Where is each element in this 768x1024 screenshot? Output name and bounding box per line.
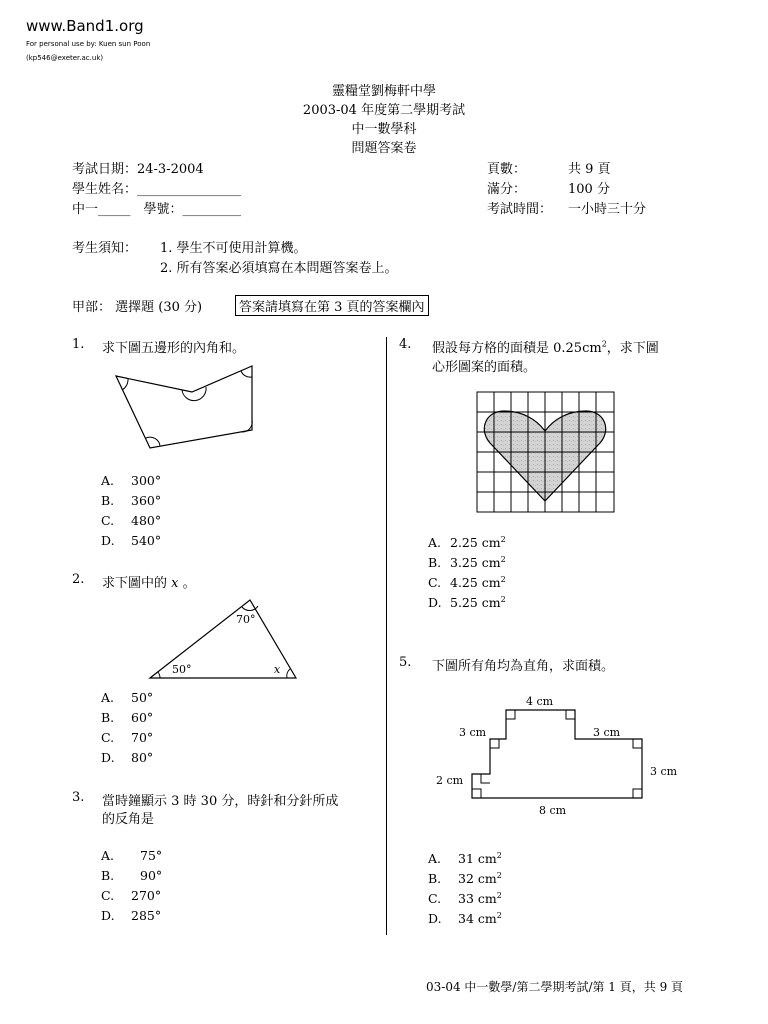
q5-option-a[interactable]: A. 31 $cm^2$: [428, 851, 502, 867]
q3-option-c[interactable]: C. 270°: [101, 888, 162, 903]
exam-date: 考試日期：24-3-2004: [72, 162, 204, 177]
q2-number: 2.: [72, 572, 85, 587]
dim-3cm-right: 3 cm: [650, 765, 678, 778]
angle-x-label: x: [274, 663, 281, 676]
q1-option-d[interactable]: D. 540°: [101, 533, 162, 548]
section-title: 甲部： 選擇題 (30 分): [72, 300, 203, 315]
email-line: (kp546@exeter.ac.uk): [26, 54, 104, 62]
triangle-figure: [146, 596, 302, 682]
q2-variable: x: [171, 576, 179, 591]
right-angle-shape-figure: [430, 692, 686, 820]
q3-option-a[interactable]: A. 75°: [101, 848, 163, 863]
q1-text: 求下圖五邊形的內角和。: [102, 341, 246, 356]
angle-70-label: 70°: [236, 613, 256, 626]
exam-title: 2003-04 年度第二學期考試: [302, 103, 466, 118]
notice-label: 考生須知：: [72, 241, 138, 256]
class-number-line: 中一_____ 學號：_________: [72, 202, 242, 217]
q5-option-c[interactable]: C. 33 $cm^2$: [428, 891, 502, 907]
answer-instruction-box: 答案請填寫在第 3 頁的答案欄內: [235, 295, 429, 316]
q1-option-c[interactable]: C. 480°: [101, 513, 162, 528]
q2-option-a[interactable]: A. 50°: [101, 690, 154, 705]
q2-option-b[interactable]: B. 60°: [101, 710, 154, 725]
pages-label: 頁數：: [487, 162, 527, 177]
dim-4cm: 4 cm: [526, 695, 554, 708]
q3-number: 3.: [72, 790, 85, 805]
column-divider: [386, 337, 387, 935]
q3-text-line2: 的反角是: [102, 812, 155, 827]
q4-option-a[interactable]: A. 2.25 $cm^2$: [428, 535, 506, 551]
heart-grid-figure: [476, 391, 616, 515]
q4-option-b[interactable]: B. 3.25 $cm^2$: [428, 555, 506, 571]
q1-option-b[interactable]: B. 360°: [101, 493, 162, 508]
pentagon-figure: [110, 360, 260, 455]
pages-value: 共 9 頁: [568, 162, 611, 177]
q4-option-d[interactable]: D. 5.25 $cm^2$: [428, 595, 506, 611]
q3-text-line1: 當時鐘顯示 3 時 30 分，時針和分針所成: [102, 794, 339, 809]
site-name: www.Band1.org: [26, 17, 144, 35]
q5-option-d[interactable]: D. 34 $cm^2$: [428, 911, 502, 927]
q4-number: 4.: [399, 337, 412, 352]
q5-number: 5.: [399, 655, 412, 670]
q1-option-a[interactable]: A. 300°: [101, 473, 162, 488]
q2-option-c[interactable]: C. 70°: [101, 730, 154, 745]
notice-item-1: 1. 學生不可使用計算機。: [160, 241, 307, 256]
subject-title: 中一數學科: [351, 122, 417, 137]
personal-use-line: For personal use by: Kuen sun Poon: [26, 40, 151, 48]
time-label: 考試時間：: [487, 202, 553, 217]
marks-label: 滿分：: [487, 182, 527, 197]
q2-text: 求下圖中的 x 。: [102, 576, 196, 591]
dim-2cm: 2 cm: [436, 774, 464, 787]
q5-option-b[interactable]: B. 32 $cm^2$: [428, 871, 502, 887]
student-name-line: 學生姓名：________________: [72, 182, 242, 197]
q2-option-d[interactable]: D. 80°: [101, 750, 154, 765]
q5-text: 下圖所有角均為直角，求面積。: [432, 659, 615, 674]
time-value: 一小時三十分: [568, 202, 647, 217]
q4-text-line1: 假設每方格的面積是 $0.25cm^2$，求下圖: [432, 339, 659, 356]
page-footer: 03-04 中一數學/第二學期考試/第 1 頁，共 9 頁: [426, 980, 684, 994]
q3-option-d[interactable]: D. 285°: [101, 908, 162, 923]
dim-3cm-left: 3 cm: [459, 726, 487, 739]
q4-text-line2: 心形圖案的面積。: [432, 360, 537, 375]
notice-item-2: 2. 所有答案必須填寫在本問題答案卷上。: [160, 261, 398, 276]
q4-option-c[interactable]: C. 4.25 $cm^2$: [428, 575, 506, 591]
paper-title: 問題答案卷: [351, 141, 417, 156]
school-name: 靈糧堂劉梅軒中學: [331, 84, 436, 99]
dim-3cm-middle: 3 cm: [593, 726, 621, 739]
marks-value: 100 分: [568, 182, 610, 197]
angle-50-label: 50°: [172, 663, 192, 676]
q3-option-b[interactable]: B. 90°: [101, 868, 163, 883]
dim-8cm: 8 cm: [539, 804, 567, 817]
q1-number: 1.: [72, 337, 85, 352]
